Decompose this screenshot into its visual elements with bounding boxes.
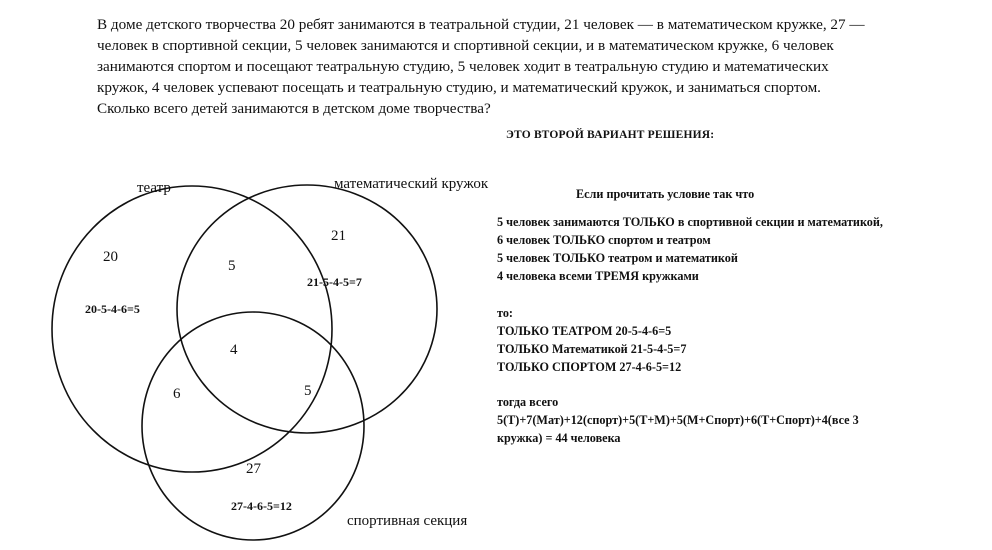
sport-total: 27 <box>246 461 261 477</box>
solution-heading: Если прочитать условие так что <box>576 187 755 201</box>
problem-line: занимаются спортом и посещают театральную студию, 5 человек ходит в театральную студию и математических <box>97 58 829 75</box>
only-block <box>497 304 686 376</box>
only-line: ТОЛЬКО ТЕАТРОМ 20-5-4-6=5 <box>497 324 672 338</box>
sport-only-calc: 27-4-6-5=12 <box>231 499 292 513</box>
theater-math-value: 5 <box>228 258 236 274</box>
sport-label: спортивная секция <box>347 513 468 529</box>
math-only-calc: 21-5-4-5=7 <box>307 275 362 289</box>
condition-line: 5 человек ТОЛЬКО театром и математикой <box>497 251 738 265</box>
theater-sport-value: 6 <box>173 386 181 402</box>
math-sport-value: 5 <box>304 383 312 399</box>
conditions-block <box>497 213 883 285</box>
total-line: кружка) = 44 человека <box>497 431 621 445</box>
total-heading: тогда всего <box>497 395 559 409</box>
all-three-value: 4 <box>230 342 238 358</box>
problem-line: человек в спортивной секции, 5 человек занимаются и спортивной секции, и в математическом кружке, 6 человек <box>97 37 834 54</box>
theater-label: театр <box>137 180 171 196</box>
math-label: математический кружок <box>334 176 489 192</box>
problem-line: кружок, 4 человек успевают посещать и театральную студию, и математический кружок, и заниматься спортом. <box>97 79 821 96</box>
problem-line: В доме детского творчества 20 ребят занимаются в театральной студии, 21 человек — в математическом кружке, 27 — <box>97 16 865 33</box>
solution-subtitle: ЭТО ВТОРОЙ ВАРИАНТ РЕШЕНИЯ: <box>506 129 715 141</box>
theater-only-calc: 20-5-4-6=5 <box>85 302 140 316</box>
condition-line: 6 человек ТОЛЬКО спортом и театром <box>497 233 711 247</box>
theater-total: 20 <box>103 249 118 265</box>
theater-circle <box>52 186 332 472</box>
math-total: 21 <box>331 228 346 244</box>
total-block <box>497 393 859 447</box>
condition-line: 5 человек занимаются ТОЛЬКО в спортивной секции и математикой, <box>497 215 883 229</box>
only-line: ТОЛЬКО СПОРТОМ 27-4-6-5=12 <box>497 360 682 374</box>
then-label: то: <box>497 306 513 320</box>
problem-line: Сколько всего детей занимаются в детском доме творчества? <box>97 100 491 117</box>
only-line: ТОЛЬКО Математикой 21-5-4-5=7 <box>497 342 687 356</box>
condition-line: 4 человека всеми ТРЕМЯ кружками <box>497 269 699 283</box>
total-line: 5(Т)+7(Мат)+12(спорт)+5(Т+М)+5(М+Спорт)+6(Т+Спорт)+4(все 3 <box>497 413 859 427</box>
